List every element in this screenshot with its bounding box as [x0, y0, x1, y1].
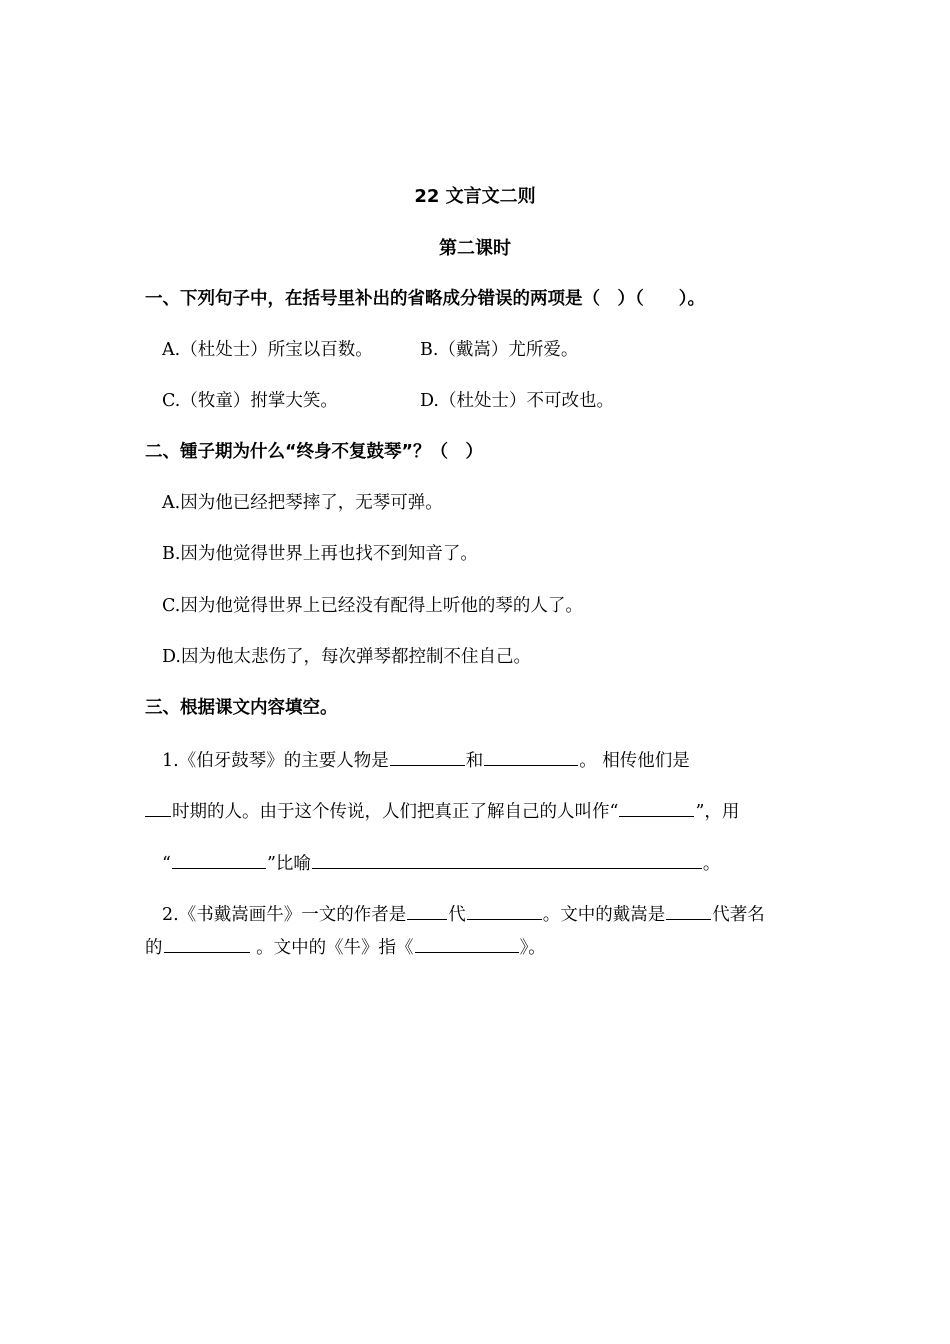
blank-zhiyin-term[interactable]	[619, 798, 694, 817]
q3-item1-line3	[162, 850, 720, 876]
question-3-stem: 三、根据课文内容填空。	[145, 698, 338, 718]
q3-item1-line2	[145, 798, 739, 824]
q3-item2-text-e: 的	[145, 938, 163, 958]
blank-idiom[interactable]	[172, 850, 266, 869]
q1-option-d: D.（杜处士）不可改也。	[420, 391, 614, 411]
blank-author-name[interactable]	[467, 901, 542, 920]
blank-era[interactable]	[145, 798, 171, 817]
q1-option-a: A.（杜处士）所宝以百数。	[162, 340, 373, 360]
q3-item1-text-g: ”比喻	[266, 854, 311, 874]
q2-option-a: A.因为他已经把琴摔了，无琴可弹。	[162, 493, 443, 513]
q3-item2-text-d: 代著名	[712, 905, 765, 925]
q1-option-c: C.（牧童）拊掌大笑。	[162, 391, 338, 411]
page-subtitle: 第二课时	[439, 238, 511, 259]
q3-item2-text-b: 代	[448, 905, 466, 925]
blank-main-character-2[interactable]	[484, 747, 578, 766]
q2-option-c: C.因为他觉得世界上已经没有配得上听他的琴的人了。	[162, 596, 583, 616]
q3-item2-line1	[162, 901, 765, 927]
q2-option-d: D.因为他太悲伤了，每次弹琴都控制不住自己。	[162, 647, 531, 667]
blank-author-dynasty[interactable]	[407, 901, 447, 920]
blank-daisong-identity[interactable]	[164, 934, 250, 953]
blank-daisong-dynasty[interactable]	[666, 901, 711, 920]
q3-item1-text-c: 。 相传他们是	[579, 751, 690, 771]
q3-item2-line2	[145, 934, 546, 960]
q3-item2-text-c: 。文中的戴嵩是	[542, 905, 666, 925]
q2-option-b: B.因为他觉得世界上再也找不到知音了。	[162, 544, 478, 564]
q3-item1-text-a: 1.《伯牙鼓琴》的主要人物是	[162, 751, 389, 771]
blank-painting-title[interactable]	[415, 934, 519, 953]
blank-idiom-meaning[interactable]	[312, 850, 702, 869]
q3-item1-text-b: 和	[465, 751, 484, 771]
q3-item2-text-f: 。文中的《牛》指《	[250, 938, 414, 958]
q3-item1-text-e: ”，用	[695, 802, 740, 822]
q3-item1-text-h: 。	[702, 854, 721, 874]
question-2-stem: 二、锺子期为什么“终身不复鼓琴”？（ ）	[145, 442, 484, 462]
blank-main-character-1[interactable]	[390, 747, 465, 766]
q3-item1-text-f: “	[162, 854, 171, 874]
q1-option-b: B.（戴嵩）尤所爱。	[420, 340, 579, 360]
question-1-stem: 一、下列句子中，在括号里补出的省略成分错误的两项是（ ）（ ）。	[145, 289, 705, 309]
q3-item1-text-d: 时期的人。由于这个传说，人们把真正了解自己的人叫作“	[172, 802, 619, 822]
page-title: 22 文言文二则	[414, 186, 536, 207]
q3-item2-text-a: 2.《书戴嵩画牛》一文的作者是	[162, 905, 407, 925]
q3-item1-line1	[162, 747, 690, 773]
q3-item2-text-g: 》。	[519, 938, 546, 958]
